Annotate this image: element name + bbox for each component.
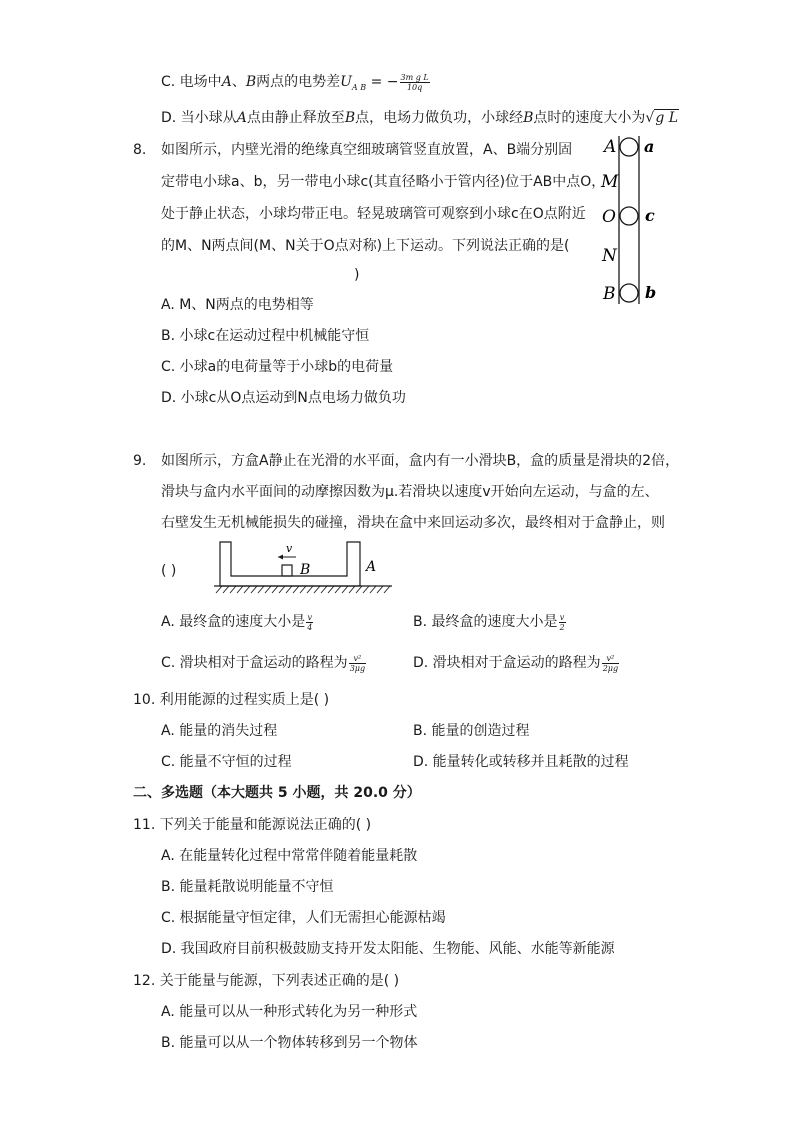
q9-option-a [161, 612, 314, 632]
fraction-denominator: 3μg [349, 663, 366, 673]
q7-optd-text: D. 当小球从 [161, 110, 237, 126]
q10-option-b: B. 能量的创造过程 [413, 723, 530, 739]
fraction-numerator: v [307, 612, 313, 622]
q9-opta-fraction [306, 613, 313, 632]
q9-optb-text: B. 最终盒的速度大小是 [413, 614, 558, 630]
q7-optd-text2: 点，电场力做负功，小球经 [355, 110, 524, 126]
q10-option-c: C. 能量不守恒的过程 [161, 754, 292, 770]
q9-option-d [413, 653, 620, 673]
fig-label-b: b [645, 283, 657, 302]
q11-option-a: A. 在能量转化过程中常常伴随着能量耗散 [161, 848, 418, 864]
fraction-denominator: 2 [559, 622, 565, 632]
q7-optc-fraction [400, 73, 430, 92]
fig-label-v: v [286, 542, 293, 555]
q7-optd-b: B [344, 110, 356, 126]
q11-option-c: C. 根据能量守恒定律，人们无需担心能源枯竭 [161, 910, 446, 926]
q8-stem-line3: 处于静止状态，小球均带正电。轻晃玻璃管可观察到小球c在O点附近 [161, 206, 586, 222]
q8-stem-line2: 定带电小球a、b，另一带电小球c(其直径略小于管内径)位于AB中点O， [161, 174, 606, 190]
fraction-denominator: 2μg [602, 663, 619, 673]
q9-option-b [413, 612, 567, 632]
q9-stem-line1: 如图所示，方盒A静止在光滑的水平面，盒内有一小滑块B，盒的质量是滑块的2倍， [161, 453, 680, 469]
q8-option-c: C. 小球a的电荷量等于小球b的电荷量 [161, 359, 394, 375]
section-heading-multiple-choice: 二、多选题（本大题共 5 小题，共 20.0 分） [133, 785, 421, 801]
arrowhead-left-icon [278, 555, 283, 560]
q11-stem: 11. 下列关于能量和能源说法正确的( ) [133, 817, 372, 833]
q7-optc-sep: 、 [231, 74, 246, 90]
fig-label-B: B [603, 284, 616, 304]
q12-option-a: A. 能量可以从一种形式转化为另一种形式 [161, 1004, 418, 1020]
fraction-numerator: v² [349, 654, 366, 664]
fig-label-A: A [604, 137, 617, 157]
q9-number: 9. [133, 453, 147, 469]
q7-option-c [161, 72, 431, 98]
q9-stem-line4: ( ) [161, 563, 177, 579]
q8-stem-line5: ) [354, 267, 360, 283]
slider-block-b [282, 565, 292, 576]
q7-optd-text3: 点时的速度大小为 [533, 110, 646, 126]
q12-stem: 12. 关于能量与能源，下列表述正确的是( ) [133, 973, 400, 989]
q11-option-b: B. 能量耗散说明能量不守恒 [161, 879, 334, 895]
q7-optc-eq: = − [366, 74, 399, 90]
fig-label-c: c [645, 206, 655, 225]
fraction-denominator: 10q [406, 82, 423, 92]
q7-optc-text2: 两点的电势差 [256, 74, 341, 90]
ground-hatch [216, 586, 390, 593]
q9-opta-text: A. 最终盒的速度大小是 [161, 614, 306, 630]
q10-stem: 10. 利用能源的过程实质上是( ) [133, 692, 330, 708]
fraction-numerator: v² [602, 654, 619, 664]
fraction-numerator: 3m g L [400, 72, 429, 82]
q9-stem-line2: 滑块与盒内水平面间的动摩擦因数为μ.若滑块以速度v开始向左运动，与盒的左、 [161, 484, 659, 500]
q8-stem-line4: 的M、N两点间(M、N关于O点对称)上下运动。下列说法正确的是( [161, 238, 570, 254]
q9-optc-text: C. 滑块相对于盒运动的路程为 [161, 655, 348, 671]
q9-box-figure [212, 538, 397, 598]
q8-tube-figure [598, 130, 668, 310]
fig-label-M: M [601, 172, 619, 192]
q7-optc-var-b: B [245, 74, 257, 90]
q12-option-b: B. 能量可以从一个物体转移到另一个物体 [161, 1035, 418, 1051]
ball-c-icon [620, 207, 638, 225]
q10-option-d: D. 能量转化或转移并且耗散的过程 [413, 754, 629, 770]
q8-stem-line1: 如图所示，内壁光滑的绝缘真空细玻璃管竖直放置，A、B端分别固 [161, 142, 573, 158]
q11-option-d: D. 我国政府目前积极鼓励支持开发太阳能、生物能、风能、水能等新能源 [161, 941, 615, 957]
q10-option-a: A. 能量的消失过程 [161, 723, 278, 739]
q9-optd-fraction [602, 654, 619, 673]
fig-label-N: N [602, 246, 617, 266]
q7-option-d [161, 108, 679, 128]
fig-label-a: a [644, 137, 655, 156]
q7-optc-u: U [340, 74, 352, 90]
q8-option-d: D. 小球c从O点运动到N点电场力做负功 [161, 390, 406, 406]
q9-stem-line3: 右壁发生无机械能损失的碰撞，滑块在盒中来回运动多次，最终相对于盒静止，则 [161, 515, 665, 531]
ball-b-icon [620, 284, 638, 302]
q7-optd-a: A [236, 110, 247, 126]
q8-option-a: A. M、N两点的电势相等 [161, 297, 314, 313]
ball-a-icon [620, 138, 638, 156]
q9-option-c [161, 653, 367, 673]
sqrt-radicand: g L [655, 110, 679, 126]
q7-optc-text: C. 电场中 [161, 74, 222, 90]
fig-label-O: O [602, 207, 616, 227]
fraction-numerator: v [559, 612, 565, 622]
q8-option-b: B. 小球c在运动过程中机械能守恒 [161, 328, 370, 344]
q8-number: 8. [133, 142, 147, 158]
q9-optd-text: D. 滑块相对于盒运动的路程为 [413, 655, 601, 671]
q7-optd-sqrt: √g L [645, 110, 679, 126]
q9-optc-fraction [349, 654, 366, 673]
q7-optc-var-a: A [221, 74, 232, 90]
q7-optd-text1: 点由静止释放至 [246, 110, 345, 126]
fig-label-B: B [300, 562, 311, 578]
q7-optc-sub: A B [351, 82, 367, 92]
fig-label-A: A [366, 559, 377, 575]
fraction-denominator: 4 [307, 622, 313, 632]
q9-optb-fraction [559, 613, 566, 632]
q7-optd-b2: B [523, 110, 534, 126]
